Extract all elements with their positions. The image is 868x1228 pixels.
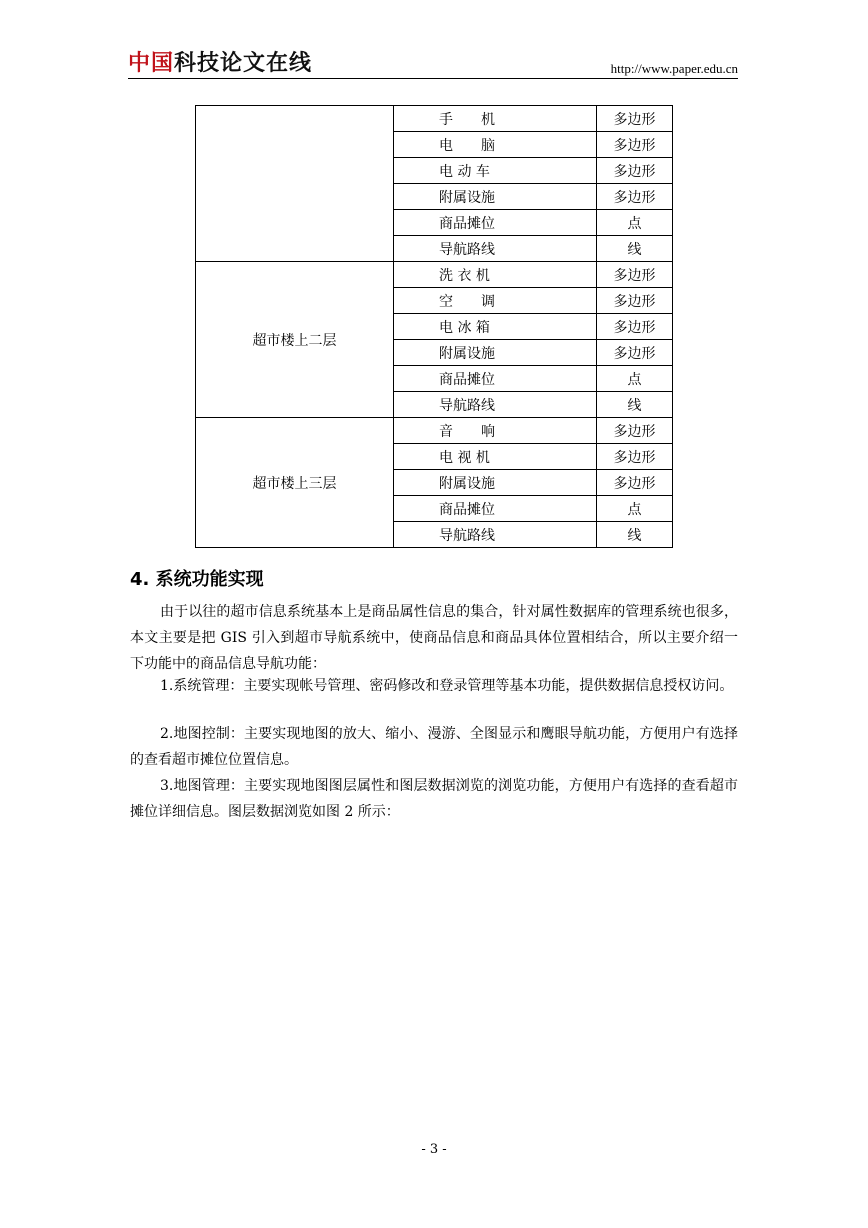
geometry-type-cell: 点: [597, 496, 673, 522]
floor-label: 超市楼上二层: [196, 262, 394, 418]
layer-name-cell: 附属设施: [394, 470, 597, 496]
geometry-type-cell: 多边形: [597, 314, 673, 340]
layer-name-cell: 附属设施: [394, 340, 597, 366]
geometry-type-cell: 多边形: [597, 470, 673, 496]
geometry-type-cell: 多边形: [597, 158, 673, 184]
layer-name-cell: 电 脑: [394, 132, 597, 158]
layer-name-cell: 电 冰 箱: [394, 314, 597, 340]
layer-name-cell: 商品摊位: [394, 366, 597, 392]
geometry-type-cell: 多边形: [597, 106, 673, 132]
floor-label: [196, 106, 394, 262]
geometry-type-cell: 多边形: [597, 288, 673, 314]
paragraph-system-management: 1.系统管理：主要实现帐号管理、密码修改和登录管理等基本功能，提供数据信息授权访问。: [160, 678, 734, 694]
table-row: [196, 106, 673, 132]
header-url[interactable]: http://www.paper.edu.cn: [610, 61, 738, 76]
page-number: - 3 -: [421, 1142, 447, 1157]
geometry-type-cell: 点: [597, 210, 673, 236]
logo-text-dark: 科技论文在线: [174, 51, 313, 76]
site-logo: [128, 50, 312, 78]
geometry-type-cell: 点: [597, 366, 673, 392]
table-row: [196, 418, 673, 444]
layer-name-cell: 导航路线: [394, 522, 597, 548]
layer-name-cell: 电 视 机: [394, 444, 597, 470]
geometry-type-cell: 多边形: [597, 262, 673, 288]
layer-name-cell: 商品摊位: [394, 210, 597, 236]
logo-text-red: 中国: [128, 51, 175, 76]
layer-name-cell: 音 响: [394, 418, 597, 444]
geometry-type-cell: 多边形: [597, 184, 673, 210]
layer-name-cell: 商品摊位: [394, 496, 597, 522]
geometry-type-cell: 线: [597, 392, 673, 418]
geometry-type-cell: 线: [597, 522, 673, 548]
geometry-type-cell: 多边形: [597, 418, 673, 444]
table-row: [196, 262, 673, 288]
layer-name-cell: 导航路线: [394, 392, 597, 418]
section-title: 4. 系统功能实现: [130, 569, 264, 590]
paragraph-map-management: 3.地图管理：主要实现地图图层属性和图层数据浏览的浏览功能，方便用户有选择的查看超市摊位详细信息。图层数据浏览如图 2 所示：: [130, 778, 738, 820]
floor-label: 超市楼上三层: [196, 418, 394, 548]
layer-name-cell: 电 动 车: [394, 158, 597, 184]
geometry-type-cell: 多边形: [597, 444, 673, 470]
paragraph-map-control: 2.地图控制：主要实现地图的放大、缩小、漫游、全图显示和鹰眼导航功能，方便用户有选择的查看超市摊位位置信息。: [130, 726, 738, 768]
layer-attribute-table: [195, 105, 673, 548]
layer-name-cell: 手 机: [394, 106, 597, 132]
layer-name-cell: 空 调: [394, 288, 597, 314]
header-rule: [128, 78, 738, 79]
layer-name-cell: 洗 衣 机: [394, 262, 597, 288]
layer-name-cell: 导航路线: [394, 236, 597, 262]
layer-name-cell: 附属设施: [394, 184, 597, 210]
geometry-type-cell: 线: [597, 236, 673, 262]
paragraph-intro: 由于以往的超市信息系统基本上是商品属性信息的集合，针对属性数据库的管理系统也很多，本文主要是把 GIS 引入到超市导航系统中，使商品信息和商品具体位置相结合，所以主要介绍一下功能中的商品信息导航功能：: [130, 604, 738, 672]
geometry-type-cell: 多边形: [597, 340, 673, 366]
geometry-type-cell: 多边形: [597, 132, 673, 158]
